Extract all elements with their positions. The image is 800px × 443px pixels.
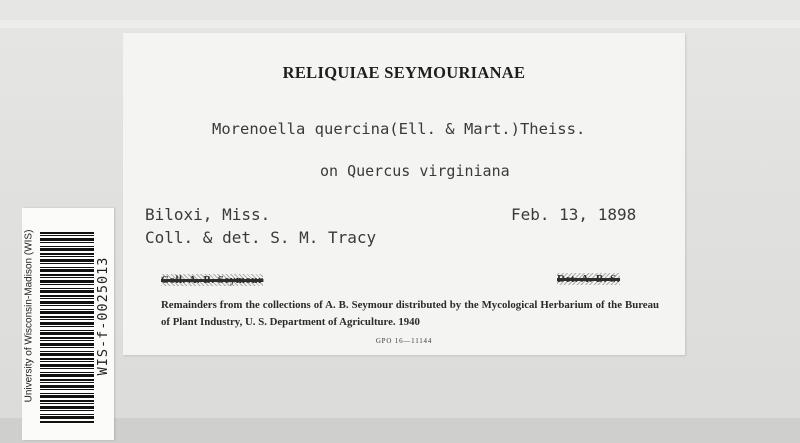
specimen-label bbox=[123, 33, 685, 355]
struck-determiner-stamp: Det. A. B. S. bbox=[557, 273, 621, 285]
barcode-institution bbox=[22, 210, 36, 422]
host-plant: on Quercus virginiana bbox=[320, 162, 510, 180]
sheet-bottom-edge bbox=[0, 418, 800, 443]
collector: Coll. & det. S. M. Tracy bbox=[145, 228, 377, 247]
barcode-institution-text: University of Wisconsin-Madison (WIS) bbox=[23, 229, 35, 403]
species-name: Morenoella quercina(Ell. & Mart.)Theiss. bbox=[212, 120, 586, 138]
sheet-top-edge bbox=[0, 20, 800, 28]
barcode-bars bbox=[40, 232, 94, 424]
printer-mark: GPO 16—11144 bbox=[375, 337, 433, 345]
remainders-note: Remainders from the collections of A. B. Seymour distributed by the Mycological Herbarium of the Bureau of Plant Industry, U. S. Department of Agriculture. 1940 bbox=[161, 299, 659, 328]
barcode-number-text: WIS-f-0025013 bbox=[95, 256, 111, 376]
barcode-number bbox=[92, 210, 114, 422]
label-title: RELIQUIAE SEYMOURIANAE bbox=[282, 63, 526, 82]
struck-collector-stamp: Coll. A. B. Seymour bbox=[161, 274, 264, 286]
collection-date: Feb. 13, 1898 bbox=[511, 205, 637, 224]
locality: Biloxi, Miss. bbox=[145, 205, 271, 224]
